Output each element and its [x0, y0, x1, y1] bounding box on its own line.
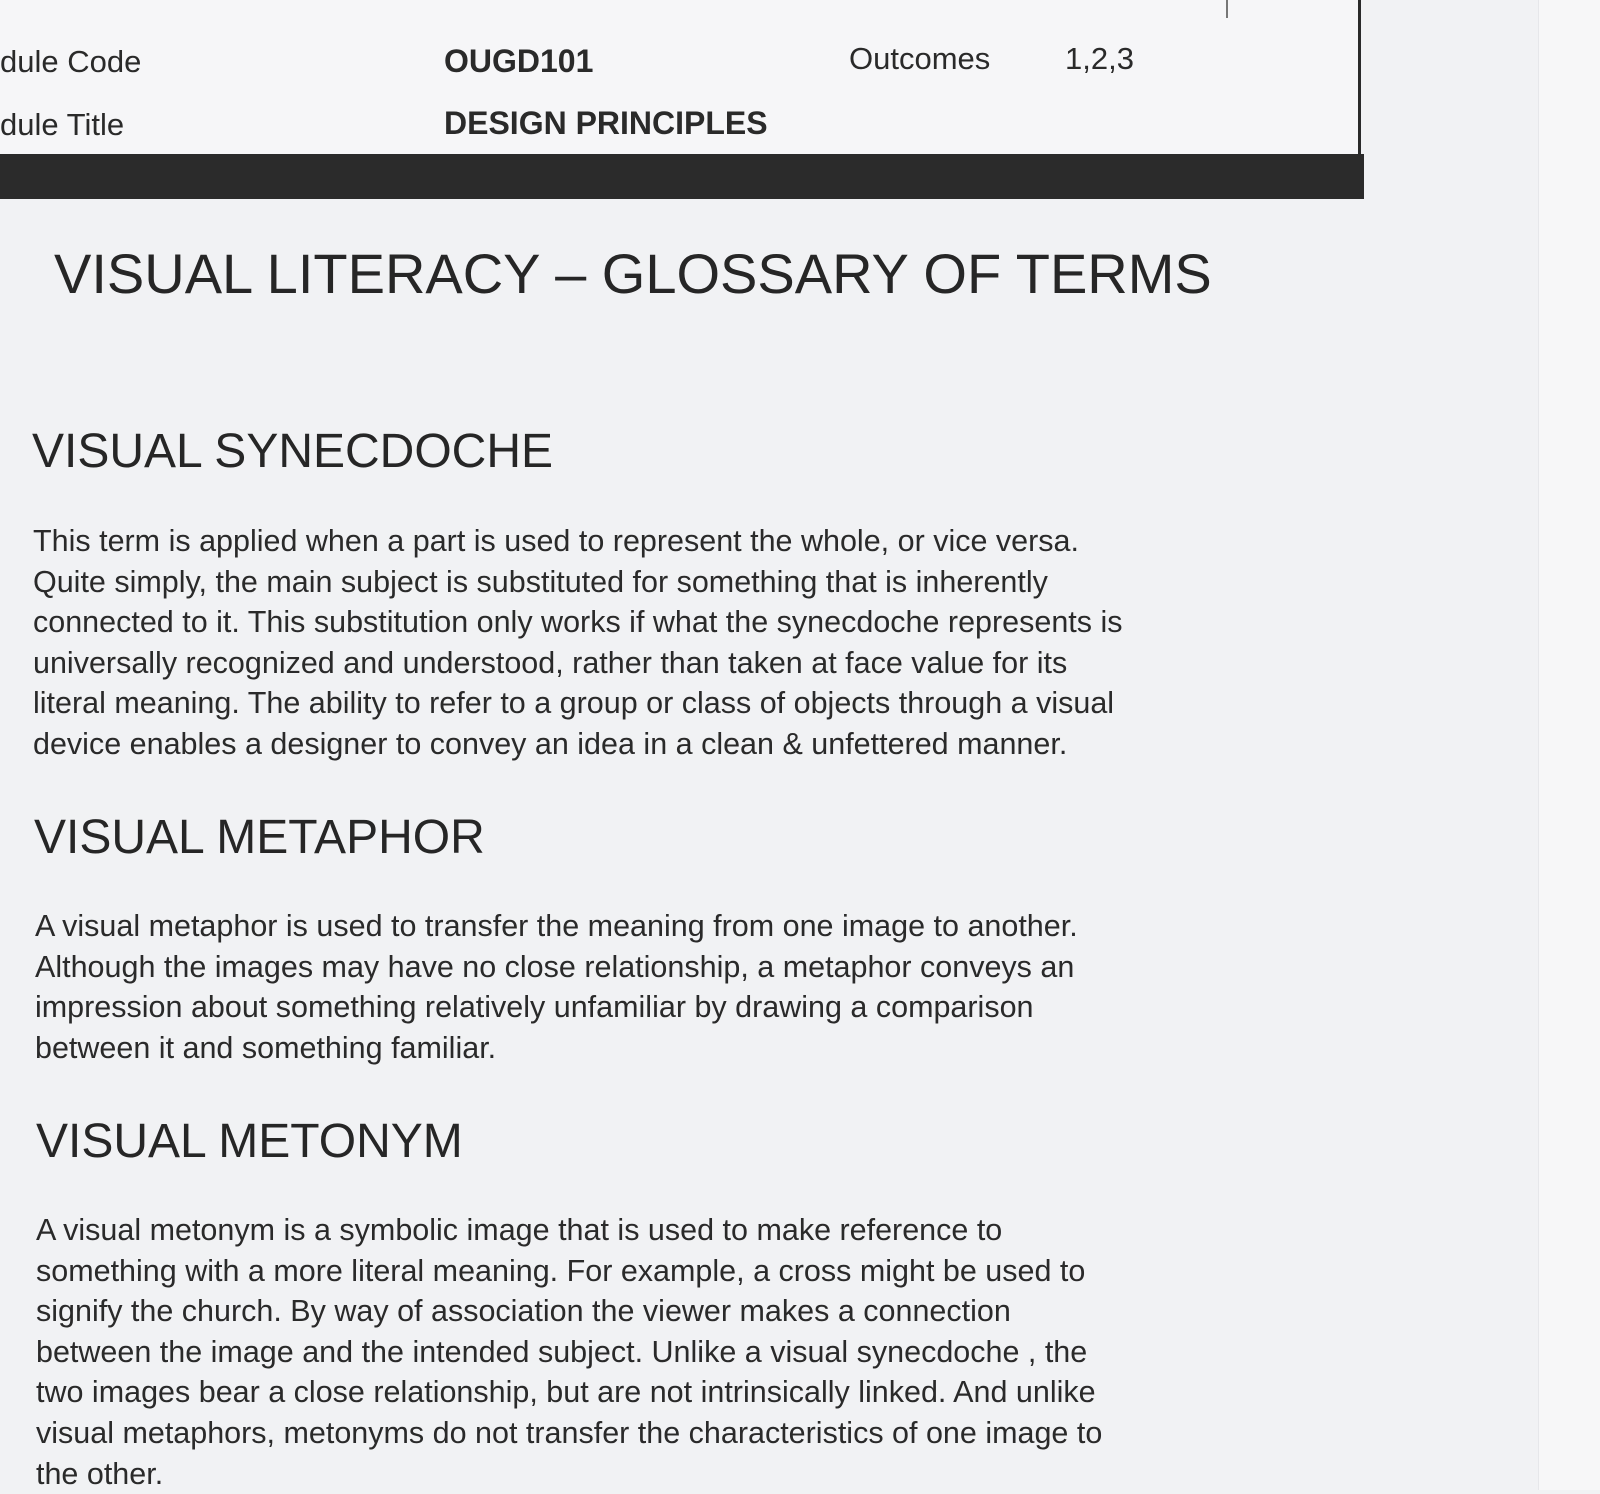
- paragraph-line: universally recognized and understood, rather than taken at face value for its: [33, 645, 1068, 680]
- paragraph-line: A visual metonym is a symbolic image that is used to make reference to: [36, 1213, 1003, 1247]
- paragraph-line: Although the images may have no close relationship, a metaphor conveys an: [35, 949, 1075, 984]
- paragraph-line: between it and something familiar.: [35, 1030, 497, 1065]
- paragraph-line: Quite simply, the main subject is substituted for something that is inherently: [33, 564, 1048, 599]
- paragraph-line: impression about something relatively unfamiliar by drawing a comparison: [35, 990, 1034, 1025]
- module-title-value: DESIGN PRINCIPLES: [444, 105, 768, 141]
- outcomes-label: Outcomes: [849, 41, 991, 76]
- section-heading-metonym: VISUAL METONYM: [36, 1115, 463, 1168]
- section-heading-metaphor: VISUAL METAPHOR: [34, 811, 485, 864]
- paragraph-line: the other.: [36, 1456, 164, 1491]
- section-body-synecdoche: [33, 521, 1123, 765]
- module-code-label: dule Code: [0, 44, 142, 79]
- document-title: VISUAL LITERACY – GLOSSARY OF TERMS: [54, 242, 1212, 305]
- header-bar: [0, 154, 1364, 199]
- paragraph-line: A visual metaphor is used to transfer the meaning from one image to another.: [35, 909, 1078, 943]
- paragraph-line: between the image and the intended subject. Unlike a visual synecdoche , the: [36, 1334, 1088, 1369]
- section-body-metaphor: [35, 906, 1078, 1068]
- paragraph-line: connected to it. This substitution only works if what the synecdoche represents is: [33, 605, 1123, 640]
- paragraph-line: signify the church. By way of association the viewer makes a connection: [36, 1294, 1011, 1329]
- scan-edge: [1538, 0, 1600, 1490]
- module-title-label: dule Title: [0, 107, 125, 142]
- header-divider: [1226, 0, 1228, 18]
- section-heading-synecdoche: VISUAL SYNECDOCHE: [32, 425, 554, 478]
- section-body-metonym: [36, 1210, 1102, 1494]
- paragraph-line: literal meaning. The ability to refer to a group or class of objects through a visual: [33, 686, 1115, 721]
- paragraph-line: something with a more literal meaning. For example, a cross might be used to: [36, 1253, 1086, 1288]
- paragraph-line: This term is applied when a part is used to represent the whole, or vice versa.: [33, 524, 1079, 558]
- paragraph-line: visual metaphors, metonyms do not transfer the characteristics of one image to: [36, 1415, 1103, 1450]
- module-code-value: OUGD101: [444, 43, 594, 79]
- outcomes-value: 1,2,3: [1065, 41, 1134, 76]
- paragraph-line: device enables a designer to convey an idea in a clean & unfettered manner.: [33, 726, 1068, 761]
- paragraph-line: two images bear a close relationship, but are not intrinsically linked. And unlike: [36, 1375, 1096, 1410]
